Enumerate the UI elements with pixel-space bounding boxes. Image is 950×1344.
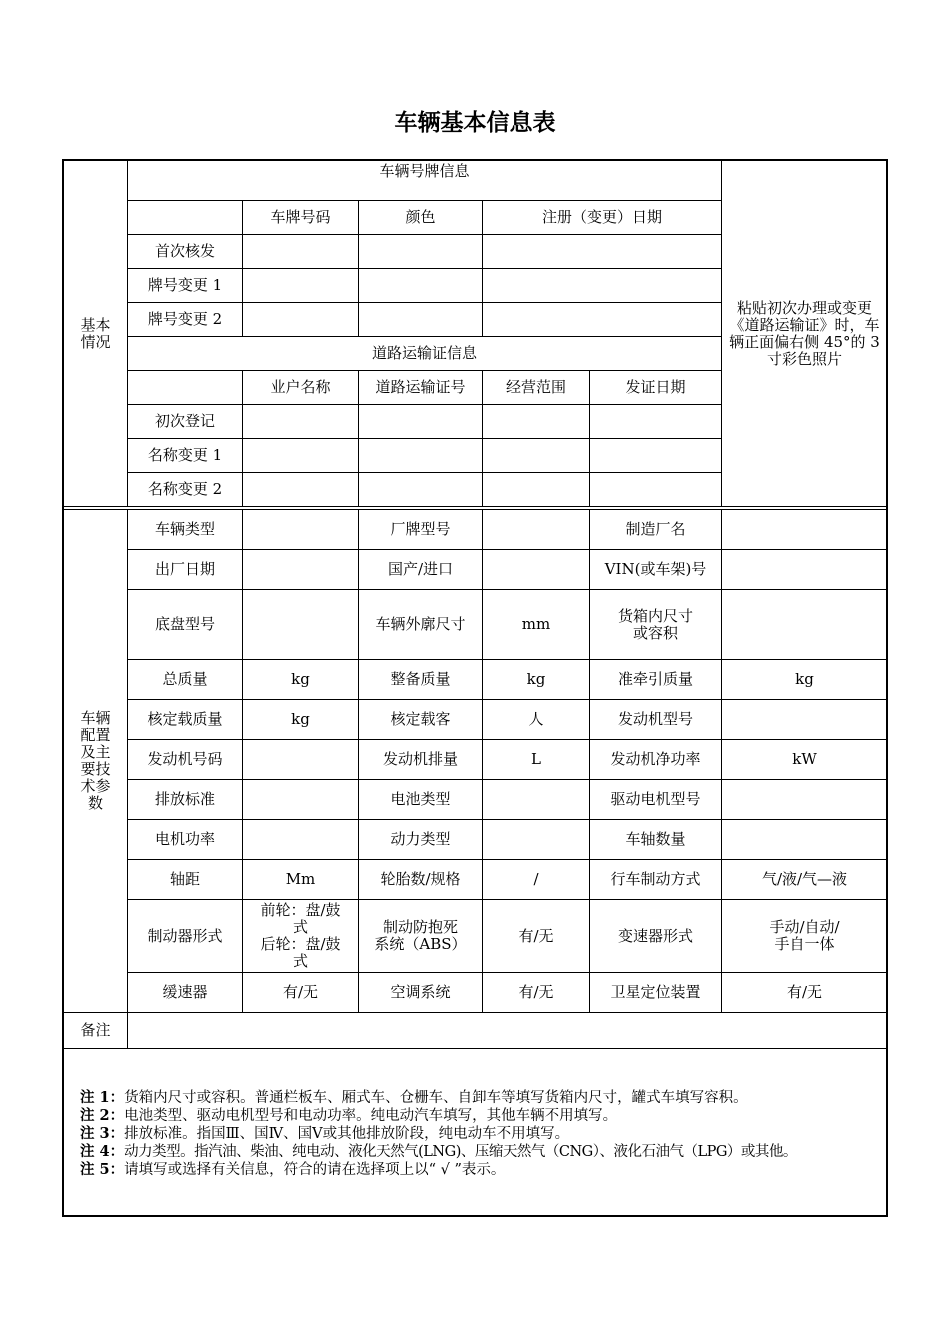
row-first-issue: 首次核发 [128, 235, 243, 269]
input-cell[interactable] [483, 269, 722, 303]
empty-cell [128, 371, 243, 405]
tire-input[interactable]: / [483, 860, 590, 900]
col-owner-name: 业户名称 [243, 371, 359, 405]
row-name-change-2: 名称变更 2 [128, 473, 243, 507]
label-cargo-size: 货箱内尺寸 或容积 [590, 590, 722, 660]
label-motor-model: 驱动电机型号 [590, 780, 722, 820]
input-cell[interactable] [483, 439, 590, 473]
input-cell[interactable] [590, 405, 722, 439]
input-cell[interactable] [722, 820, 888, 860]
input-cell[interactable] [359, 473, 483, 507]
vehicle-config-table [63, 509, 888, 1013]
plate-info-header: 车辆号牌信息 [128, 161, 722, 201]
label-axle-count: 车轴数量 [590, 820, 722, 860]
basic-info-table [63, 160, 888, 507]
col-color: 颜色 [359, 201, 483, 235]
remark-table [63, 1012, 888, 1049]
input-cell[interactable] [590, 439, 722, 473]
label-air-conditioning: 空调系统 [359, 973, 483, 1013]
abs-options[interactable]: 有/无 [483, 900, 590, 973]
unit-l[interactable]: L [483, 740, 590, 780]
input-cell[interactable] [243, 740, 359, 780]
input-cell[interactable] [483, 510, 590, 550]
label-vin: VIN(或车架)号 [590, 550, 722, 590]
label-brake-type: 制动器形式 [128, 900, 243, 973]
label-wheelbase: 轴距 [128, 860, 243, 900]
input-cell[interactable] [590, 473, 722, 507]
input-cell[interactable] [243, 405, 359, 439]
input-cell[interactable] [722, 590, 888, 660]
input-cell[interactable] [359, 269, 483, 303]
label-gps: 卫星定位装置 [590, 973, 722, 1013]
label-battery-type: 电池类型 [359, 780, 483, 820]
brake-options[interactable]: 气/液/气—液 [722, 860, 888, 900]
note-1: 注 1：货箱内尺寸或容积。普通栏板车、厢式车、仓栅车、自卸车等填写货箱内尺寸，罐式车填写容积。 [80, 1089, 748, 1106]
label-transmission: 变速器形式 [590, 900, 722, 973]
input-cell[interactable] [243, 439, 359, 473]
label-total-mass: 总质量 [128, 660, 243, 700]
label-towing-mass: 准牵引质量 [590, 660, 722, 700]
input-cell[interactable] [243, 780, 359, 820]
label-outer-dimensions: 车辆外廓尺寸 [359, 590, 483, 660]
input-cell[interactable] [359, 303, 483, 337]
unit-kw[interactable]: kW [722, 740, 888, 780]
note-4: 注 4：动力类型。指汽油、柴油、纯电动、液化天然气(LNG)、压缩天然气（CNG）、液化石油气（LPG）或其他。 [80, 1143, 797, 1160]
label-engine-number: 发动机号码 [128, 740, 243, 780]
note-3: 注 3：排放标准。指国Ⅲ、国Ⅳ、国Ⅴ或其他排放阶段，纯电动车不用填写。 [80, 1125, 570, 1142]
unit-kg[interactable]: kg [483, 660, 590, 700]
col-business-scope: 经营范围 [483, 371, 590, 405]
label-curb-mass: 整备质量 [359, 660, 483, 700]
input-cell[interactable] [243, 303, 359, 337]
label-power-type: 动力类型 [359, 820, 483, 860]
empty-cell [128, 201, 243, 235]
col-register-date: 注册（变更）日期 [483, 201, 722, 235]
input-cell[interactable] [483, 780, 590, 820]
label-displacement: 发动机排量 [359, 740, 483, 780]
input-cell[interactable] [359, 405, 483, 439]
label-chassis-model: 底盘型号 [128, 590, 243, 660]
row-first-register: 初次登记 [128, 405, 243, 439]
col-plate-number: 车牌号码 [243, 201, 359, 235]
input-cell[interactable] [483, 473, 590, 507]
input-cell[interactable] [483, 820, 590, 860]
ac-options[interactable]: 有/无 [483, 973, 590, 1013]
label-emission-standard: 排放标准 [128, 780, 243, 820]
input-cell[interactable] [243, 269, 359, 303]
input-cell[interactable] [243, 590, 359, 660]
label-vehicle-type: 车辆类型 [128, 510, 243, 550]
row-plate-change-1: 牌号变更 1 [128, 269, 243, 303]
notes-section [80, 1089, 880, 1179]
col-issue-date: 发证日期 [590, 371, 722, 405]
label-tires: 轮胎数/规格 [359, 860, 483, 900]
input-cell[interactable] [243, 473, 359, 507]
label-production-date: 出厂日期 [128, 550, 243, 590]
label-rated-load: 核定载质量 [128, 700, 243, 740]
col-transport-no: 道路运输证号 [359, 371, 483, 405]
input-cell[interactable] [243, 550, 359, 590]
input-cell[interactable] [359, 235, 483, 269]
note-5: 注 5：请填写或选择有关信息，符合的请在选择项上以“ √ ”表示。 [80, 1161, 506, 1178]
input-cell[interactable] [483, 405, 590, 439]
input-cell[interactable] [243, 235, 359, 269]
row-plate-change-2: 牌号变更 2 [128, 303, 243, 337]
label-retarder: 缓速器 [128, 973, 243, 1013]
label-manufacturer: 制造厂名 [590, 510, 722, 550]
row-name-change-1: 名称变更 1 [128, 439, 243, 473]
unit-mm[interactable]: Mm [243, 860, 359, 900]
label-engine-model: 发动机型号 [590, 700, 722, 740]
label-abs: 制动防抱死 系统（ABS） [359, 900, 483, 973]
input-cell[interactable] [243, 820, 359, 860]
config-section-label: 车辆 配置 及主 要技 术参 数 [64, 510, 128, 1013]
input-cell[interactable] [243, 510, 359, 550]
input-cell[interactable] [722, 780, 888, 820]
input-cell[interactable] [483, 303, 722, 337]
retarder-options[interactable]: 有/无 [243, 973, 359, 1013]
unit-person[interactable]: 人 [483, 700, 590, 740]
unit-mm[interactable]: mm [483, 590, 590, 660]
transport-header: 道路运输证信息 [128, 337, 722, 371]
photo-area: 粘贴初次办理或变更《道路运输证》时，车辆正面偏右侧 45°的 3 寸彩色照片 [722, 161, 888, 507]
label-service-brake: 行车制动方式 [590, 860, 722, 900]
label-brand-model: 厂牌型号 [359, 510, 483, 550]
unit-kg[interactable]: kg [722, 660, 888, 700]
gps-options[interactable]: 有/无 [722, 973, 888, 1013]
label-domestic-import: 国产/进口 [359, 550, 483, 590]
label-motor-power: 电机功率 [128, 820, 243, 860]
input-cell[interactable] [722, 510, 888, 550]
form-title: 车辆基本信息表 [394, 110, 556, 136]
transmission-options[interactable]: 手动/自动/ 手自一体 [722, 900, 888, 973]
label-rated-passengers: 核定载客 [359, 700, 483, 740]
input-cell[interactable] [483, 550, 590, 590]
label-engine-power: 发动机净功率 [590, 740, 722, 780]
input-cell[interactable] [483, 235, 722, 269]
remark-label: 备注 [64, 1013, 128, 1049]
input-cell[interactable] [722, 700, 888, 740]
remark-input[interactable] [128, 1013, 888, 1049]
note-2: 注 2：电池类型、驱动电机型号和电动功率。纯电动汽车填写，其他车辆不用填写。 [80, 1107, 618, 1124]
basic-section-label: 基本 情况 [64, 161, 128, 507]
unit-kg[interactable]: kg [243, 660, 359, 700]
input-cell[interactable] [722, 550, 888, 590]
brake-type-options[interactable]: 前轮：盘/鼓 式 后轮：盘/鼓 式 [243, 900, 359, 973]
input-cell[interactable] [359, 439, 483, 473]
unit-kg[interactable]: kg [243, 700, 359, 740]
